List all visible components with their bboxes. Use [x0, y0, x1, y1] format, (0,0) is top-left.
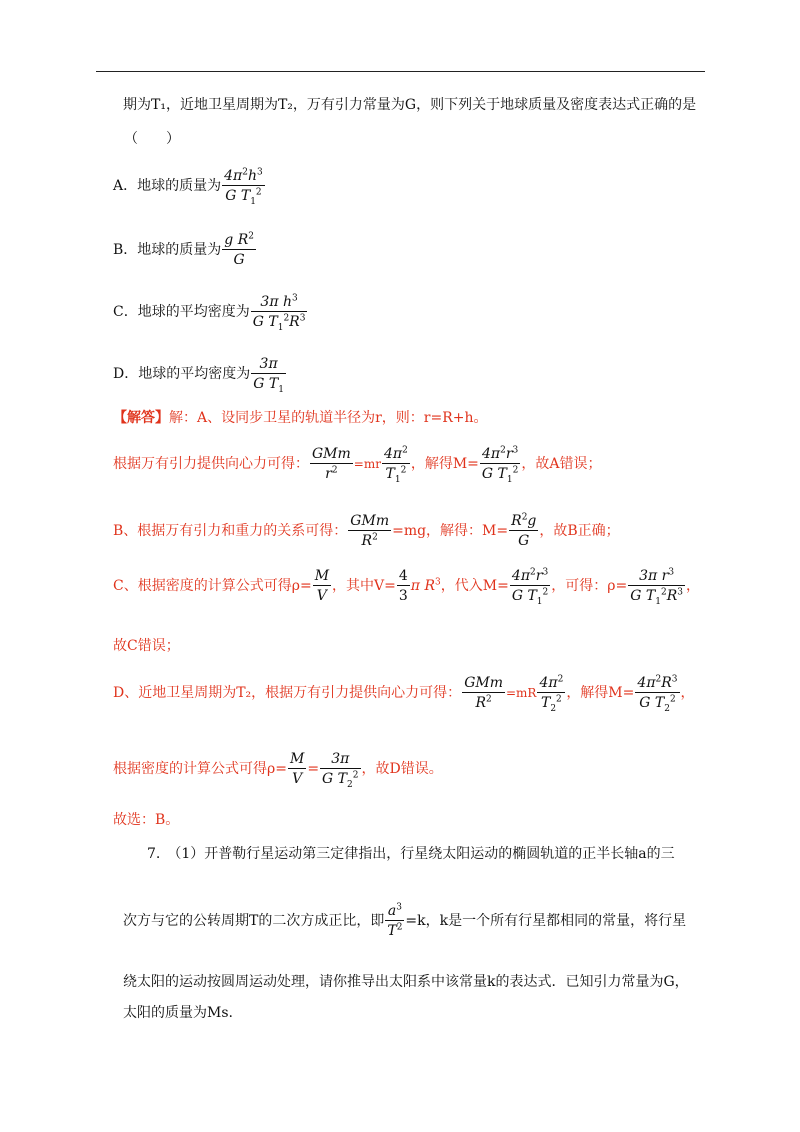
solution-line4-text-a: C、根据密度的计算公式可得ρ= — [113, 578, 312, 594]
q7-line3: 绕太阳的运动按圆周运动处理，请你推导出太阳系中该常量k的表达式．已知引力常量为G， — [123, 974, 689, 990]
formula-4pi2-t12: $\frac{4\pi^2}{T_1^2}$ — [383, 445, 408, 485]
option-a-formula: $\frac{4\pi^2h^3}{G T_1^2}$ — [224, 167, 263, 207]
solution-line3-text-a: B、根据万有引力和重力的关系可得： — [113, 523, 348, 539]
solution-line4-text-d: ，可得：ρ= — [551, 578, 628, 594]
q7-line2-text-a: 次方与它的公转周期T的二次方成正比，即 — [123, 913, 385, 929]
solution-line6-text-a: D、近地卫星周期为T₂，根据万有引力提供向心力可得： — [113, 685, 462, 701]
q7-line2-text-b: =k，k是一个所有行星都相同的常量，将行星 — [405, 913, 687, 929]
option-d-formula: $\frac{3\pi}{G T_1}$ — [253, 356, 284, 395]
formula-M-V: $\frac{M}{V}$ — [314, 568, 330, 604]
solution-line6 — [113, 674, 695, 714]
solution-line2-text-d: ，故A错误； — [521, 456, 602, 472]
solution-line4-text-e: ， — [685, 578, 700, 594]
solution-line8: 故选：B。 — [113, 812, 180, 828]
formula-mass-a: $\frac{4\pi^2r^3}{G T_1^2}$ — [481, 445, 519, 485]
option-b-formula: $\frac{g R^2}{G}$ — [224, 231, 254, 268]
solution-line1 — [113, 409, 488, 427]
q7-line1: 7. （1）开普勒行星运动第三定律指出，行星绕太阳运动的椭圆轨道的正半长轴a的三 — [147, 846, 675, 862]
header-rule — [96, 71, 705, 72]
solution-line6-text-d: ， — [680, 685, 695, 701]
solution-line7-text-c: ，故D错误。 — [361, 761, 443, 777]
solution-line4 — [113, 567, 700, 607]
q7-line2 — [123, 903, 686, 939]
option-c — [113, 293, 308, 333]
option-b-label: B．地球的质量为 — [113, 242, 222, 258]
q6-stem-line1: 期为T₁，近地卫星周期为T₂，万有引力常量为G，则下列关于地球质量及密度表达式正确的是 — [123, 97, 697, 113]
solution-line7 — [113, 751, 443, 790]
solution-line1-text: 解：A、设同步卫星的轨道半径为r，则：r=R+h。 — [169, 410, 488, 426]
solution-line4-text-b: ，其中V= — [332, 578, 396, 594]
solution-line6-text-b: =mR — [505, 686, 537, 700]
option-c-formula: $\frac{3\pi h^3}{G T_1^2R^3}$ — [252, 293, 306, 333]
solution-line4-text-c: ，代入M= — [440, 578, 509, 594]
formula-density-c: $\frac{3\pi r^3}{G T_1^2R^3}$ — [630, 567, 683, 607]
option-a-label: A．地球的质量为 — [113, 178, 222, 194]
solution-line2-text-b: =mr — [353, 457, 381, 471]
formula-R2g-G: $\frac{R^2g}{G}$ — [511, 512, 537, 549]
solution-line7-text-b: = — [307, 761, 320, 777]
formula-density-d: $\frac{3\pi}{G T_2^2}$ — [322, 751, 359, 790]
formula-gmm-r2: $\frac{\text{GMm}}{r^2}$ — [312, 446, 351, 482]
option-d — [113, 356, 287, 395]
solution-line2-text-a: 根据万有引力提供向心力可得： — [113, 456, 309, 472]
formula-gmm-R2: $\frac{\text{GMm}}{R^2}$ — [350, 513, 390, 549]
q6-stem-line2: （ ） — [124, 131, 180, 147]
solution-line3-text-c: ，故B正确； — [539, 523, 620, 539]
solution-line3 — [113, 513, 620, 549]
solution-line7-text-a: 根据密度的计算公式可得ρ= — [113, 761, 287, 777]
solution-line5: 故C错误； — [113, 638, 180, 654]
q7-line4: 太阳的质量为Ms. — [123, 1005, 233, 1021]
option-d-label: D．地球的平均密度为 — [113, 366, 251, 382]
formula-M-V-d: $\frac{M}{V}$ — [289, 751, 305, 787]
formula-mass-d: $\frac{4\pi^2R^3}{G T_2^2}$ — [637, 674, 678, 714]
formula-mass-c: $\frac{4\pi^2r^3}{G T_1^2}$ — [511, 567, 549, 607]
formula-gmm-R2-d: $\frac{\text{GMm}}{R^2}$ — [464, 675, 503, 711]
solution-line3-text-b: =mg，解得：M= — [392, 523, 509, 539]
formula-4-3: $\frac{4}{3}$ — [398, 568, 408, 604]
option-b — [113, 232, 257, 268]
solution-tag: 【解答】 — [113, 410, 169, 426]
option-a — [113, 167, 266, 207]
solution-line2 — [113, 445, 602, 485]
solution-line6-text-c: ，解得M= — [566, 685, 635, 701]
option-c-label: C．地球的平均密度为 — [113, 304, 250, 320]
formula-pi-R3: π $R^3$ — [410, 577, 441, 594]
formula-a3-T2: $\frac{a^3}{T^2}$ — [387, 902, 403, 939]
formula-4pi2-t22: $\frac{4\pi^2}{T_2^2}$ — [539, 674, 564, 714]
solution-line2-text-c: ，解得M= — [410, 456, 479, 472]
